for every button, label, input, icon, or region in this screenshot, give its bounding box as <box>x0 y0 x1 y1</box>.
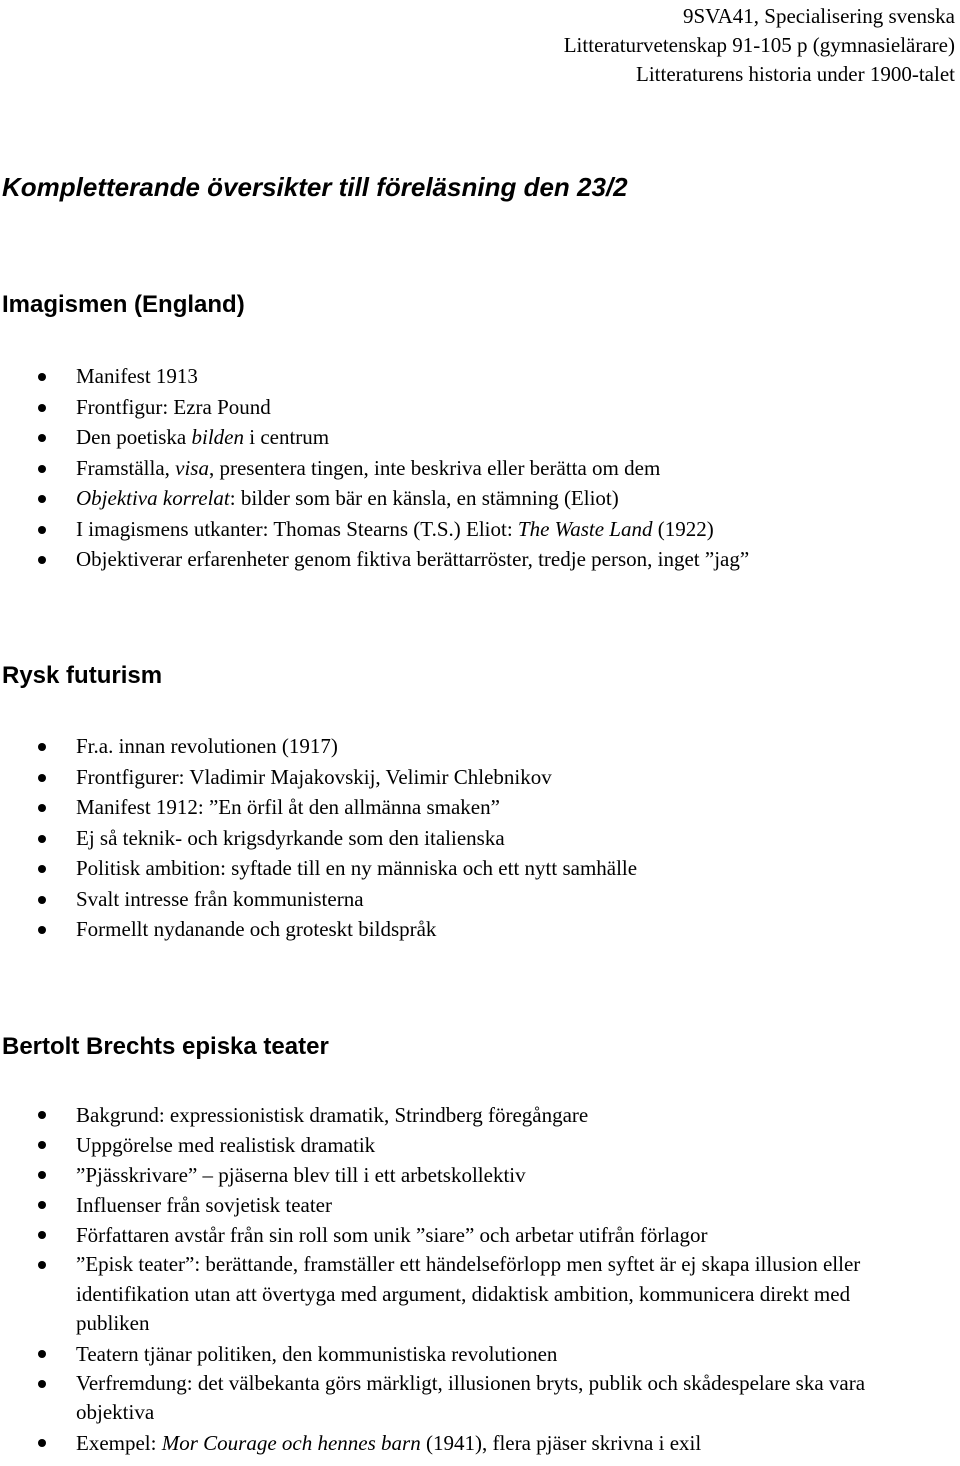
list-item: Den poetiska bilden i centrum <box>0 422 930 453</box>
course-topic: Litteraturens historia under 1900-talet <box>636 62 955 86</box>
list-item: Teatern tjänar politiken, den kommunistiska revolutionen <box>0 1339 930 1369</box>
list-item: Politisk ambition: syftade till en ny människa och ett nytt samhälle <box>0 853 930 884</box>
list-item: Manifest 1913 <box>0 361 930 392</box>
brecht-list <box>0 1100 930 1458</box>
futurism-list <box>0 731 930 945</box>
list-item: Formellt nydanande och groteskt bildspråk <box>0 914 930 945</box>
section-heading-futurism: Rysk futurism <box>2 662 163 689</box>
list-item: Manifest 1912: ”En örfil åt den allmänna smaken” <box>0 792 930 823</box>
list-item: Objektiverar erfarenheter genom fiktiva berättarröster, tredje person, inget ”jag” <box>0 544 930 575</box>
list-item: Bakgrund: expressionistisk dramatik, Strindberg föregångare <box>0 1100 930 1130</box>
imagism-list <box>0 361 930 575</box>
list-item: Verfremdung: det välbekanta görs märkligt, illusionen bryts, publik och skådespelare ska vara objektiva <box>0 1369 930 1428</box>
list-item: ”Pjässkrivare” – pjäserna blev till i ett arbetskollektiv <box>0 1160 930 1190</box>
course-code: 9SVA41, Specialisering svenska <box>682 4 955 28</box>
list-item: Författaren avstår från sin roll som unik ”siare” och arbetar utifrån förlagor <box>0 1220 930 1250</box>
list-item: Objektiva korrelat: bilder som bär en känsla, en stämning (Eliot) <box>0 483 930 514</box>
list-item: I imagismens utkanter: Thomas Stearns (T.S.) Eliot: The Waste Land (1922) <box>0 514 930 545</box>
list-item: Uppgörelse med realistisk dramatik <box>0 1130 930 1160</box>
section-heading-imagism: Imagismen (England) <box>2 291 245 318</box>
course-subject: Litteraturvetenskap 91-105 p (gymnasielärare) <box>563 33 955 57</box>
list-item: Frontfigur: Ezra Pound <box>0 392 930 423</box>
list-item: ”Episk teater”: berättande, framställer ett händelseförlopp men syftet är ej skapa illusion eller identifikation utan att övertyga med argument, didaktisk ambition, kommunicera direkt med publiken <box>0 1250 930 1339</box>
list-item: Framställa, visa, presentera tingen, inte beskriva eller berätta om dem <box>0 453 930 484</box>
course-header <box>564 2 955 89</box>
list-item: Ej så teknik- och krigsdyrkande som den italienska <box>0 823 930 854</box>
list-item: Influenser från sovjetisk teater <box>0 1190 930 1220</box>
list-item: Exempel: Mor Courage och hennes barn (1941), flera pjäser skrivna i exil <box>0 1428 930 1458</box>
list-item: Fr.a. innan revolutionen (1917) <box>0 731 930 762</box>
list-item: Svalt intresse från kommunisterna <box>0 884 930 915</box>
section-heading-brecht: Bertolt Brechts episka teater <box>2 1033 329 1060</box>
list-item: Frontfigurer: Vladimir Majakovskij, Velimir Chlebnikov <box>0 762 930 793</box>
document-title: Kompletterande översikter till föreläsning den 23/2 <box>2 172 628 202</box>
